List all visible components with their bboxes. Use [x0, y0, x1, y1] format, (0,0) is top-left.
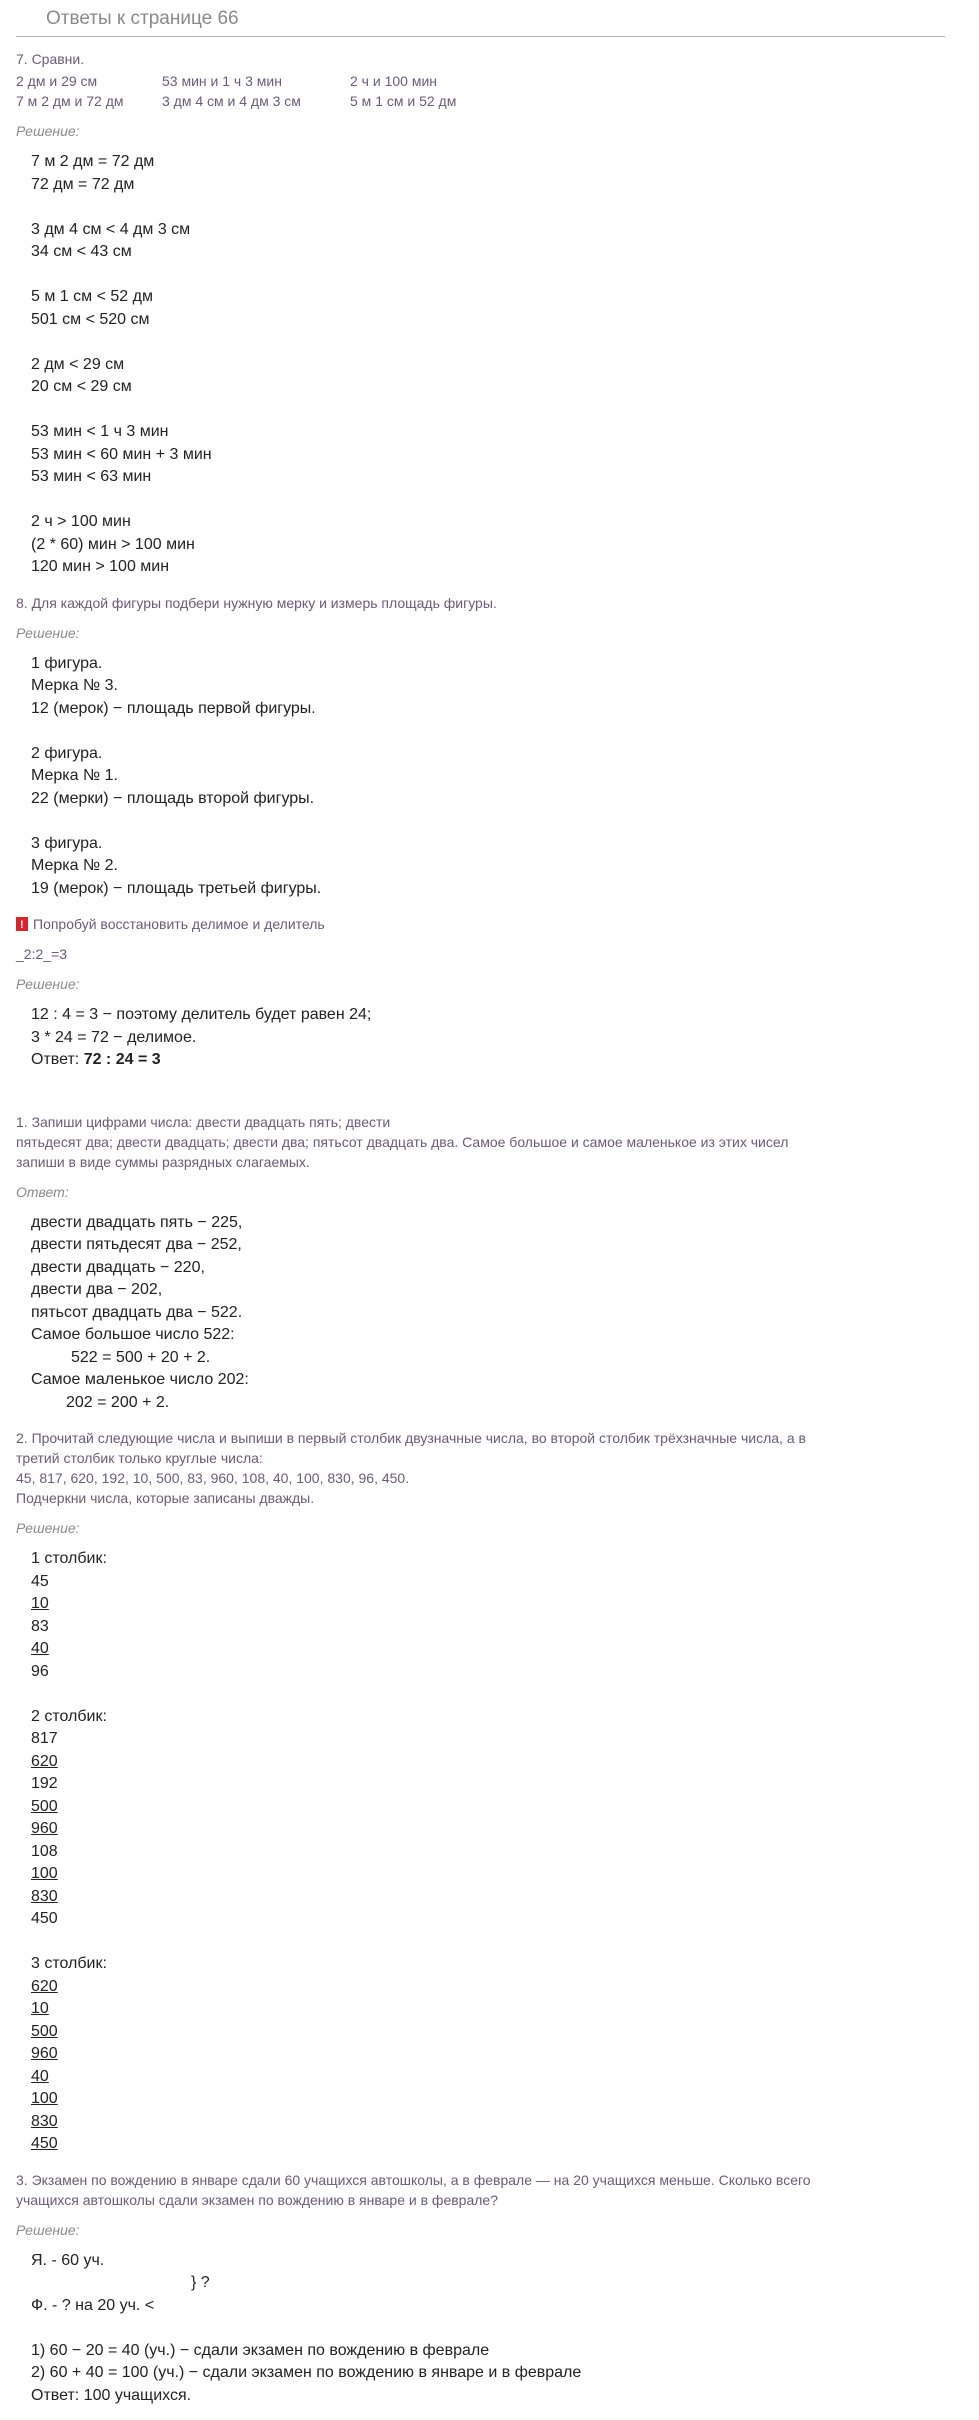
answer-value: 72 : 24 = 3 [83, 1051, 161, 1068]
answer-line [31, 1049, 965, 1072]
column-number: 500 [31, 2022, 58, 2040]
task-7-title: 7. Сравни. [16, 51, 85, 67]
solution-step: 1) 60 − 20 = 40 (уч.) − сдали экзамен по вождению в феврале [31, 2341, 490, 2359]
solution-line: 3 * 24 = 72 − делимое. [31, 1028, 197, 1046]
task-1-solution [16, 1212, 965, 1415]
solution-line: 20 см < 29 см [31, 378, 132, 395]
blank-line [31, 1683, 965, 1706]
puzzle-title-text: Попробуй восстановить делимое и делитель [33, 916, 325, 932]
compare-row [16, 91, 965, 111]
solution-line: 12 : 4 = 3 − поэтому делитель будет равен 24; [31, 1006, 372, 1023]
answer-prefix: Ответ: [31, 1051, 84, 1068]
blank-line [31, 1931, 965, 1954]
solution-line: пятьсот двадцать два − 522. [31, 1303, 243, 1321]
solution-label: Решение: [16, 123, 80, 139]
solution-line: 2 фигура. [31, 744, 103, 762]
compare-item: 3 дм 4 см и 4 дм 3 см [162, 93, 301, 109]
task-3-solution [16, 2250, 965, 2408]
task-2-solution [16, 1548, 965, 2156]
solution-label: Решение: [16, 2221, 80, 2238]
column-3 [31, 1976, 965, 2156]
column-number: 620 [31, 1977, 58, 1995]
solution-line: 522 = 500 + 20 + 2. [71, 1348, 211, 1366]
task-2-title-line: третий столбик только круглые числа: [16, 1450, 263, 1466]
solution-line: 19 (мерок) − площадь третьей фигуры. [31, 879, 322, 897]
blank-line [31, 196, 965, 219]
exclamation-icon [16, 917, 28, 931]
solution-line: 53 мин < 60 мин + 3 мин [31, 445, 212, 463]
column-number: 960 [31, 1820, 58, 1837]
column-number: 960 [31, 2045, 58, 2062]
blank-line [31, 720, 965, 743]
brace-question: } ? [191, 2274, 210, 2291]
blank-line [31, 264, 965, 287]
compare-item: 5 м 1 см и 52 дм [350, 93, 457, 109]
column-number: 500 [31, 1797, 58, 1815]
puzzle-formula: _2:2_=3 [16, 946, 67, 962]
page-title: Ответы к странице 66 [16, 6, 945, 37]
column-number: 40 [31, 2067, 49, 2085]
column-number: 83 [31, 1617, 49, 1635]
solution-line: Самое маленькое число 202: [31, 1371, 249, 1388]
solution-step: 2) 60 + 40 = 100 (уч.) − сдали экзамен по вождению в январе и в феврале [31, 2364, 582, 2381]
answer-line: Ответ: 100 учащихся. [31, 2386, 192, 2404]
task-1-title-line: запиши в виде суммы разрядных слагаемых. [16, 1153, 310, 1170]
solution-label: Решение: [16, 624, 80, 641]
column-number: 450 [31, 2135, 58, 2152]
column-number: 830 [31, 1887, 58, 1905]
column-1 [31, 1571, 965, 1684]
blank-line [31, 810, 965, 833]
compare-row [16, 71, 965, 91]
puzzle-solution [16, 1004, 965, 1072]
solution-line: Ф. - ? на 20 уч. < [31, 2296, 155, 2314]
column-number: 450 [31, 1910, 58, 1927]
column-number: 100 [31, 2090, 58, 2107]
solution-line: 34 см < 43 см [31, 243, 132, 260]
solution-line: двести пятьдесят два − 252, [31, 1236, 242, 1253]
compare-item: 2 дм и 29 см [16, 73, 98, 89]
blank-line [31, 489, 965, 512]
solution-line: 12 (мерок) − площадь первой фигуры. [31, 699, 316, 717]
task-2-title-line: Подчеркни числа, которые записаны дважды. [16, 1490, 315, 1506]
column-2-title: 2 столбик: [31, 1707, 107, 1725]
task-8-title: 8. Для каждой фигуры подбери нужную мерку и измерь площадь фигуры. [16, 594, 497, 611]
solution-line: 2 ч > 100 мин [31, 513, 131, 530]
solution-line: 501 см < 520 см [31, 310, 150, 328]
column-number: 192 [31, 1775, 58, 1792]
solution-line: двести двадцать − 220, [31, 1258, 205, 1276]
column-number: 10 [31, 1595, 49, 1612]
solution-line: 202 = 200 + 2. [66, 1393, 170, 1411]
solution-line: двести двадцать пять − 225, [31, 1213, 243, 1231]
blank-line [31, 331, 965, 354]
solution-line: Мерка № 1. [31, 767, 118, 784]
column-1-title: 1 столбик: [31, 1550, 107, 1567]
task-1-title [16, 1112, 965, 1172]
compare-item: 53 мин и 1 ч 3 мин [162, 73, 282, 89]
solution-line: 53 мин < 1 ч 3 мин [31, 423, 169, 440]
blank-line [31, 2317, 965, 2340]
solution-line: 120 мин > 100 мин [31, 558, 170, 575]
column-number: 45 [31, 1572, 49, 1590]
answer-label: Ответ: [16, 1183, 69, 1200]
blank-line [31, 399, 965, 422]
column-number: 830 [31, 2112, 58, 2130]
column-number: 40 [31, 1640, 49, 1657]
solution-line: 22 (мерки) − площадь второй фигуры. [31, 789, 315, 807]
task-1-title-line: пятьдесят два; двести двадцать; двести два; пятьсот двадцать два. Самое большое и самое маленькое из этих чисел [16, 1133, 789, 1150]
task-7-solution [16, 151, 965, 579]
puzzle-title [16, 914, 965, 934]
task-2-title-line: 2. Прочитай следующие числа и выпиши в первый столбик двузначные числа, во второй столбик трёхзначные числа, а в [16, 1430, 806, 1446]
column-number: 100 [31, 1865, 58, 1882]
solution-line: (2 * 60) мин > 100 мин [31, 535, 195, 553]
task-2-title-line: 45, 817, 620, 192, 10, 500, 83, 960, 108, 40, 100, 830, 96, 450. [16, 1470, 410, 1486]
task-2-title [16, 1428, 965, 1508]
solution-line: 1 фигура. [31, 654, 103, 672]
solution-line: Мерка № 2. [31, 857, 118, 874]
solution-line: 2 дм < 29 см [31, 355, 125, 373]
compare-item: 2 ч и 100 мин [350, 73, 437, 89]
section-spacer [16, 1072, 965, 1098]
task-8-solution [16, 653, 965, 901]
task-3-title [16, 2170, 965, 2210]
solution-line: 3 дм 4 см < 4 дм 3 см [31, 220, 191, 238]
column-number: 108 [31, 1842, 58, 1860]
solution-line: 72 дм = 72 дм [31, 175, 135, 193]
solution-line: двести два − 202, [31, 1281, 163, 1298]
column-2 [31, 1728, 965, 1931]
compare-item: 7 м 2 дм и 72 дм [16, 93, 124, 109]
solution-line: Мерка № 3. [31, 677, 118, 694]
solution-label: Решение: [16, 976, 80, 992]
column-number: 817 [31, 1730, 58, 1747]
task-3-title-line: 3. Экзамен по вождению в январе сдали 60 учащихся автошколы, а в феврале — на 20 учащихся меньше. Сколько всего [16, 2171, 811, 2188]
column-3-title: 3 столбик: [31, 1955, 107, 1972]
solution-line: 3 фигура. [31, 834, 103, 852]
solution-label: Решение: [16, 1520, 80, 1536]
solution-line: Самое большое число 522: [31, 1326, 235, 1343]
solution-line: 7 м 2 дм = 72 дм [31, 153, 155, 170]
column-number: 10 [31, 2000, 49, 2017]
compare-table [16, 71, 965, 111]
task-1-title-line: 1. Запиши цифрами числа: двести двадцать пять; двести [16, 1113, 391, 1130]
solution-line: 53 мин < 63 мин [31, 468, 152, 485]
solution-line: Я. - 60 уч. [31, 2251, 105, 2269]
column-number: 96 [31, 1662, 49, 1680]
column-number: 620 [31, 1752, 58, 1770]
solution-line: 5 м 1 см < 52 дм [31, 288, 153, 305]
task-3-title-line: учащихся автошколы сдали экзамен по вождению в январе и в феврале? [16, 2191, 498, 2208]
